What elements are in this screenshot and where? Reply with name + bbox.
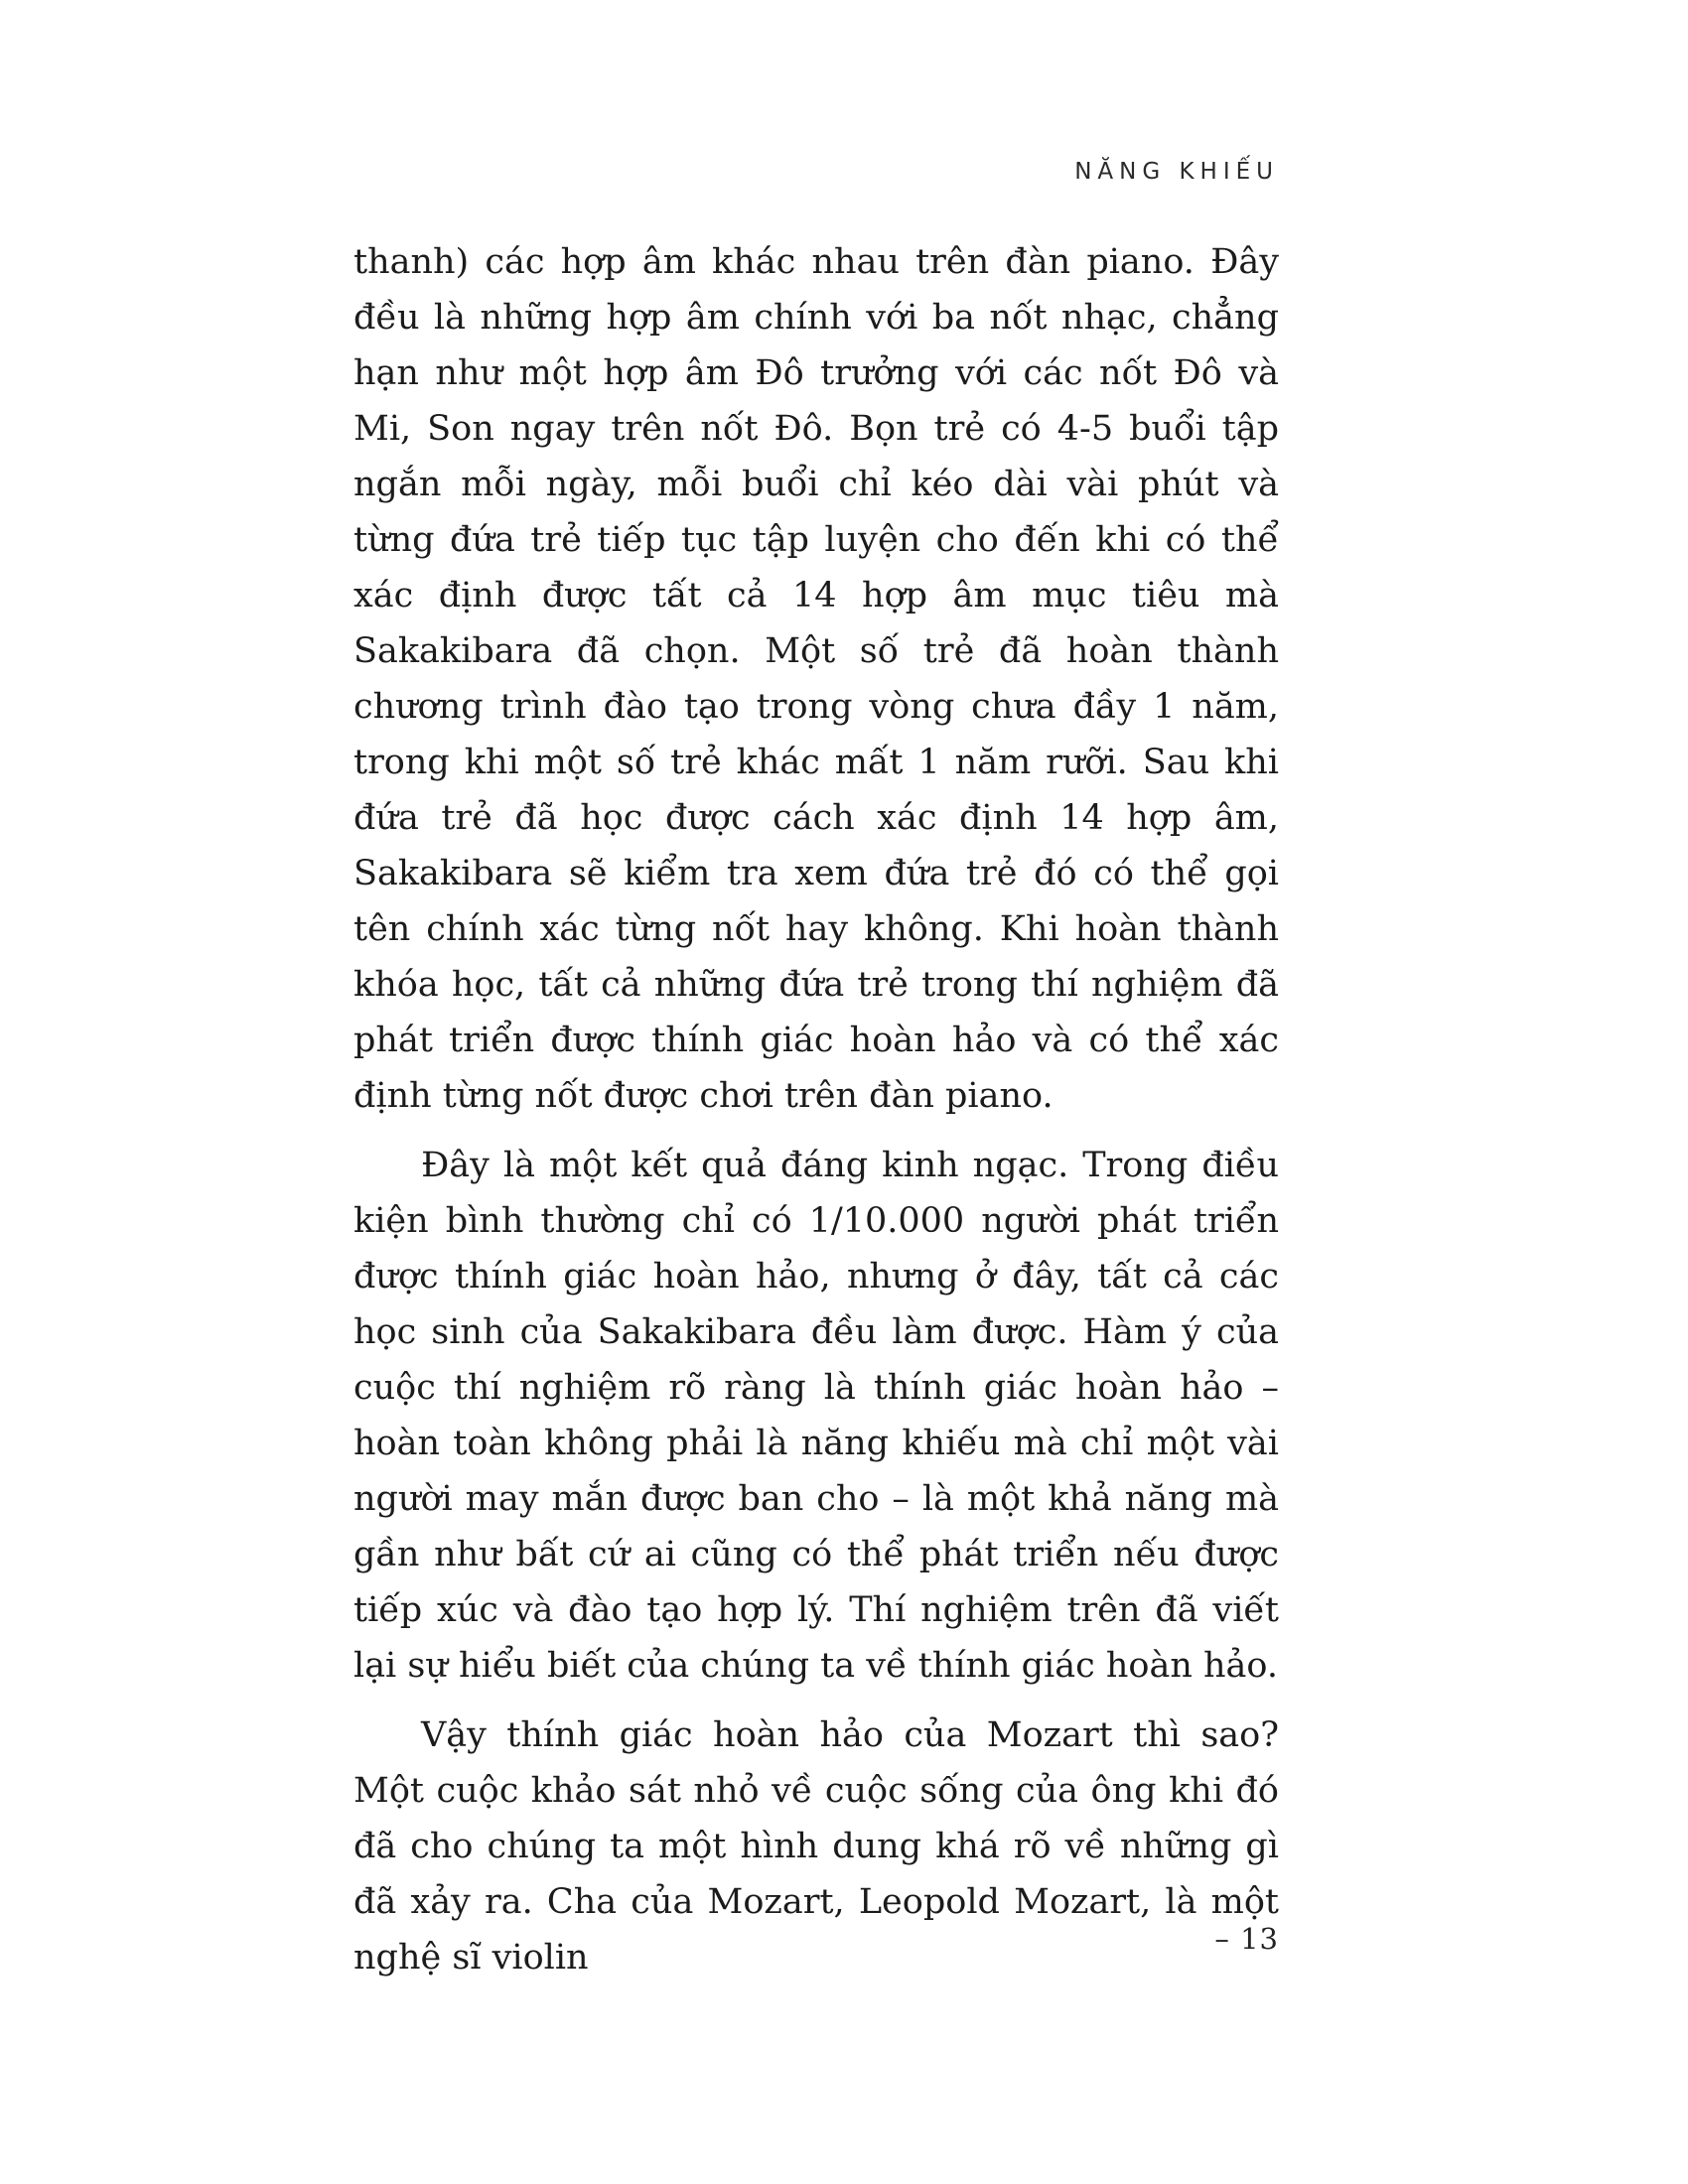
body-text (353, 234, 1279, 1999)
paragraph: Vậy thính giác hoàn hảo của Mozart thì sao? Một cuộc khảo sát nhỏ về cuộc sống của ông khi đó đã cho chúng ta một hình dung khá rõ về những gì đã xảy ra. Cha của Mozart, Leopold Mozart, là một nghệ sĩ violin (353, 1715, 1279, 1978)
running-header: NĂNG KHIẾU (1074, 159, 1279, 185)
paragraph: Đây là một kết quả đáng kinh ngạc. Trong điều kiện bình thường chỉ có 1/10.000 người phát triển được thính giác hoàn hảo, nhưng ở đây, tất cả các học sinh của Sakakibara đều làm được. Hàm ý của cuộc thí nghiệm rõ ràng là thính giác hoàn hảo – hoàn toàn không phải là năng khiếu mà chỉ một vài người may mắn được ban cho – là một khả năng mà gần như bất cứ ai cũng có thể phát triển nếu được tiếp xúc và đào tạo hợp lý. Thí nghiệm trên đã viết lại sự hiểu biết của chúng ta về thính giác hoàn hảo. (353, 1146, 1279, 1686)
page-number: – 13 (1214, 1922, 1279, 1956)
paragraph-continuation: thanh) các hợp âm khác nhau trên đàn piano. Đây đều là những hợp âm chính với ba nốt nhạc, chẳng hạn như một hợp âm Đô trưởng với các nốt Đô và Mi, Son ngay trên nốt Đô. Bọn trẻ có 4-5 buổi tập ngắn mỗi ngày, mỗi buổi chỉ kéo dài vài phút và từng đứa trẻ tiếp tục tập luyện cho đến khi có thể xác định được tất cả 14 hợp âm mục tiêu mà Sakakibara đã chọn. Một số trẻ đã hoàn thành chương trình đào tạo trong vòng chưa đầy 1 năm, trong khi một số trẻ khác mất 1 năm rưỡi. Sau khi đứa trẻ đã học được cách xác định 14 hợp âm, Sakakibara sẽ kiểm tra xem đứa trẻ đó có thể gọi tên chính xác từng nốt hay không. Khi hoàn thành khóa học, tất cả những đứa trẻ trong thí nghiệm đã phát triển được thính giác hoàn hảo và có thể xác định từng nốt được chơi trên đàn piano. (353, 242, 1279, 1116)
